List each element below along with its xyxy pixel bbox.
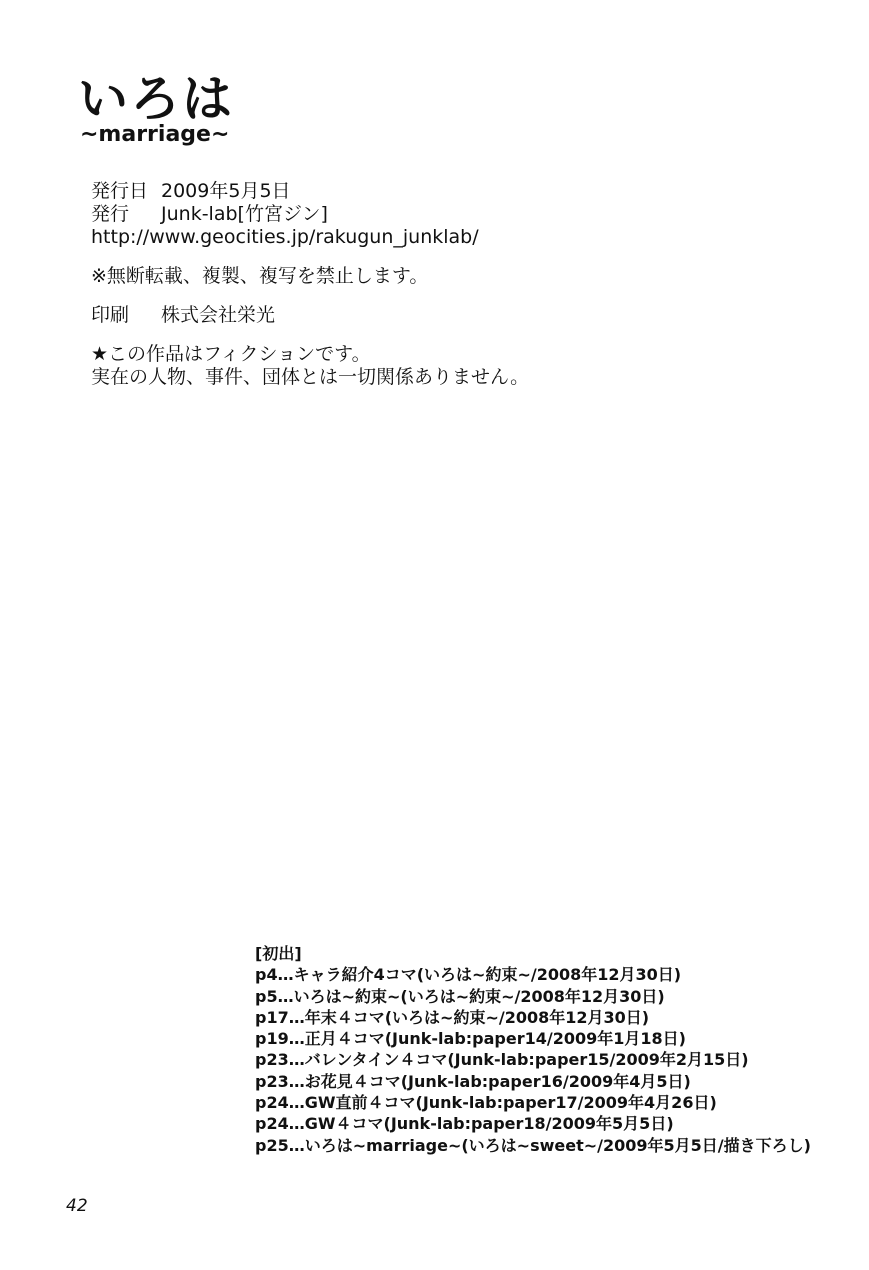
fiction-notice-line-1: ★この作品はフィクションです。 [91, 343, 371, 365]
publication-date [91, 180, 529, 203]
first-publication-entry: p24…GW４コマ(Junk-lab:paper18/2009年5月5日) [255, 1114, 674, 1134]
spacer [91, 288, 529, 304]
publisher-label: 発行 [91, 203, 130, 225]
printer [91, 304, 529, 327]
publication-date-label: 発行日 [91, 180, 149, 202]
book-title: いろは [78, 70, 234, 128]
publisher-value: Junk-lab[竹宮ジン] [161, 203, 328, 225]
first-publication-entry: p17…年末４コマ(いろは~約束~/2008年12月30日) [255, 1007, 650, 1027]
first-publication-entry: p4…キャラ紹介4コマ(いろは~約束~/2008年12月30日) [255, 965, 682, 985]
first-publication-entry: p5…いろは~約束~(いろは~約束~/2008年12月30日) [255, 986, 665, 1006]
first-publication-entry: p23…お花見４コマ(Junk-lab:paper16/2009年4月5日) [255, 1071, 691, 1091]
page-number: 42 [66, 1196, 88, 1216]
fiction-notice-line-2: 実在の人物、事件、団体とは一切関係ありません。 [91, 366, 530, 388]
spacer [91, 249, 529, 265]
publication-date-value: 2009年5月5日 [161, 180, 291, 202]
website-url: http://www.geocities.jp/rakugun_junklab/ [91, 226, 479, 248]
first-publication-entry: p24…GW直前４コマ(Junk-lab:paper17/2009年4月26日) [255, 1093, 717, 1113]
first-publication-heading: [初出] [255, 944, 302, 963]
book-subtitle: ~marriage~ [80, 122, 230, 147]
first-publication-entry: p23…バレンタイン４コマ(Junk-lab:paper15/2009年2月15日) [255, 1050, 749, 1070]
publication-info [91, 180, 529, 389]
printer-label: 印刷 [91, 304, 130, 326]
printer-value: 株式会社栄光 [161, 304, 276, 326]
first-publication-entry: p25…いろは~marriage~(いろは~sweet~/2009年5月5日/描き下ろし) [255, 1135, 811, 1155]
first-publication-list [255, 943, 811, 1156]
publisher [91, 203, 529, 226]
copyright-notice: ※無断転載、複製、複写を禁止します。 [91, 265, 429, 287]
first-publication-entry: p19…正月４コマ(Junk-lab:paper14/2009年1月18日) [255, 1029, 686, 1049]
spacer [91, 327, 529, 343]
